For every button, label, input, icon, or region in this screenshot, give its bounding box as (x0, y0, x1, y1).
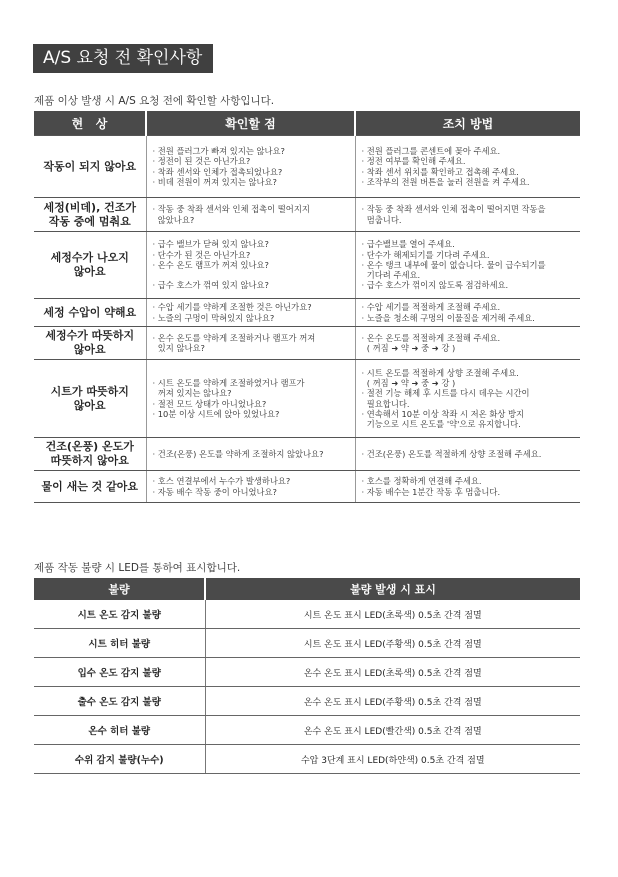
action-line: · 정전 여부를 확인해 주세요. (361, 156, 466, 167)
action-line: · 급수 호스가 꺾이지 않도록 점검하세요. (361, 280, 509, 291)
action-cell (355, 471, 580, 503)
action-line: 기능으로 시트 온도를 '약'으로 유지합니다. (361, 418, 521, 429)
action-line: · 자동 배수는 1분간 작동 후 멈춥니다. (361, 486, 501, 497)
table-row (34, 198, 580, 232)
check-cell (146, 299, 355, 327)
action-cell (355, 232, 580, 299)
led-row (34, 658, 580, 687)
check-line: · 건조(온풍) 온도를 약하게 조절하지 않았나요? (152, 448, 324, 459)
symptom-line: 작동 중에 멈춰요 (48, 214, 131, 228)
fault-cell: 입수 온도 감지 불량 (34, 658, 205, 687)
display-cell: 시트 온도 표시 LED(주황색) 0.5초 간격 점멸 (205, 629, 580, 658)
action-cell (355, 360, 580, 438)
action-line: · 급수밸브를 열어 주세요. (361, 239, 455, 250)
action-cell (355, 327, 580, 360)
display-cell: 온수 온도 표시 LED(초록색) 0.5초 간격 점멸 (205, 658, 580, 687)
check-line: · 호스 연결부에서 누수가 발생하나요? (152, 476, 291, 487)
symptom-line: 시트가 따뜻하지 (50, 384, 129, 398)
led-row (34, 629, 580, 658)
display-cell: 수압 3단계 표시 LED(하얀색) 0.5초 간격 점멸 (205, 745, 580, 774)
symptom-line: 않아요 (73, 398, 106, 412)
action-line: · 전원 플러그를 콘센트에 꽂아 주세요. (361, 146, 501, 157)
troubleshoot-header-row (34, 111, 580, 136)
check-line: · 비데 전원이 꺼져 있지는 않나요? (152, 176, 277, 187)
display-cell: 시트 온도 표시 LED(초록색) 0.5초 간격 점멸 (205, 600, 580, 629)
symptom-cell (34, 438, 146, 471)
symptom-cell (34, 327, 146, 360)
table-row (34, 299, 580, 327)
table-row (34, 327, 580, 360)
symptom-line: 세정 수압이 약해요 (43, 305, 137, 319)
symptom-line: 작동이 되지 않아요 (43, 159, 137, 173)
check-line: · 전원 플러그가 빠져 있지는 않나요? (152, 146, 285, 157)
check-line: · 착좌 센서와 인체가 접촉되었나요? (152, 166, 283, 177)
symptom-cell (34, 471, 146, 503)
check-line: · 온수 온도 램프가 꺼져 있나요? (152, 259, 269, 270)
check-line: · 시트 온도를 약하게 조절하였거나 램프가 (152, 378, 305, 389)
header-fault: 불량 (34, 578, 205, 600)
action-cell (355, 299, 580, 327)
symptom-line: 세정(비데), 건조가 (43, 200, 136, 214)
fault-cell: 온수 히터 불량 (34, 716, 205, 745)
header-action: 조치 방법 (355, 111, 580, 136)
check-line (153, 270, 351, 280)
check-line: · 노즐의 구멍이 막혀있지 않나요? (152, 312, 275, 323)
action-line: · 노즐을 청소해 구멍의 이물질을 제거해 주세요. (361, 312, 535, 323)
check-line: · 절전 모드 상태가 아니었나요? (152, 398, 267, 409)
action-line: 기다려 주세요. (361, 270, 421, 281)
led-header-row (34, 578, 580, 600)
symptom-line: 물이 새는 것 같아요 (41, 479, 138, 493)
display-cell: 온수 온도 표시 LED(주황색) 0.5초 간격 점멸 (205, 687, 580, 716)
symptom-line: 않아요 (73, 265, 106, 278)
check-cell (146, 136, 355, 198)
symptom-cell (34, 198, 146, 232)
action-line: · 호스를 정확하게 연결해 주세요. (361, 476, 482, 487)
fault-cell: 출수 온도 감지 불량 (34, 687, 205, 716)
check-line: · 단수가 된 것은 아닌가요? (152, 249, 251, 260)
table-row (34, 232, 580, 299)
check-cell (146, 232, 355, 299)
check-line: 꺼져 있지는 않나요? (152, 388, 232, 399)
action-line: 필요합니다. (361, 398, 410, 409)
led-row (34, 745, 580, 774)
symptom-cell (34, 299, 146, 327)
check-line: · 급수 호스가 꺾여 있지 않나요? (152, 280, 269, 291)
fault-cell: 수위 감지 불량(누수) (34, 745, 205, 774)
troubleshoot-table (34, 111, 580, 503)
header-display: 불량 발생 시 표시 (205, 578, 580, 600)
action-cell (355, 438, 580, 471)
check-line: · 정전이 된 것은 아닌가요? (152, 156, 251, 167)
check-cell (146, 327, 355, 360)
symptom-line: 따뜻하지 않아요 (50, 454, 129, 467)
symptom-cell (34, 136, 146, 198)
led-intro: 제품 작동 불량 시 LED를 통하여 표시합니다. (34, 562, 241, 574)
check-line: · 10분 이상 시트에 앉아 있었나요? (152, 408, 280, 419)
header-symptom: 현 상 (34, 111, 146, 136)
table-row (34, 360, 580, 438)
action-line: · 절전 기능 해제 후 시트를 다시 데우는 시간이 (361, 388, 530, 399)
check-cell (146, 198, 355, 232)
symptom-line: 건조(온풍) 온도가 (45, 440, 134, 453)
led-row (34, 687, 580, 716)
display-cell: 온수 온도 표시 LED(빨간색) 0.5초 간격 점멸 (205, 716, 580, 745)
symptom-line: 않아요 (73, 343, 106, 356)
check-cell (146, 471, 355, 503)
action-line: · 단수가 해제되기를 기다려 주세요. (361, 249, 490, 260)
action-line: ( 꺼짐 ➜ 약 ➜ 중 ➜ 강 ) (361, 378, 456, 389)
header-check: 확인할 점 (146, 111, 355, 136)
action-line: 멈춥니다. (361, 214, 402, 225)
check-cell (146, 438, 355, 471)
action-line: · 착좌 센서 위치를 확인하고 접촉해 주세요. (361, 166, 519, 177)
action-line: · 수압 세기를 적절하게 조절해 주세요. (361, 302, 501, 313)
action-line: · 연속해서 10분 이상 착좌 시 저온 화상 방지 (361, 408, 525, 419)
check-line: · 자동 배수 작동 중이 아니었나요? (152, 486, 277, 497)
fault-cell: 시트 히터 불량 (34, 629, 205, 658)
action-line: · 온수 탱크 내부에 물이 없습니다. 물이 급수되기를 (361, 259, 546, 270)
symptom-cell (34, 360, 146, 438)
check-line: · 수압 세기를 약하게 조절한 것은 아닌가요? (152, 302, 312, 313)
check-line: · 작동 중 착좌 센서와 인체 접촉이 떨어지지 (152, 204, 310, 215)
check-line: 않았나요? (152, 214, 195, 225)
action-line: · 온수 온도를 적절하게 조절해 주세요. (361, 332, 501, 343)
symptom-line: 세정수가 나오지 (50, 251, 129, 264)
action-line: ( 꺼짐 ➜ 약 ➜ 중 ➜ 강 ) (361, 343, 456, 353)
action-line: · 시트 온도를 적절하게 상향 조절해 주세요. (361, 367, 519, 378)
table-row (34, 136, 580, 198)
fault-cell: 시트 온도 감지 불량 (34, 600, 205, 629)
action-cell (355, 136, 580, 198)
action-line: · 조작부의 전원 버튼을 눌러 전원을 켜 주세요. (361, 176, 530, 187)
check-cell (146, 360, 355, 438)
led-table (34, 578, 580, 774)
check-line: 있지 않나요? (152, 343, 205, 353)
symptom-cell (34, 232, 146, 299)
led-row (34, 716, 580, 745)
table-row (34, 438, 580, 471)
action-line: · 작동 중 착좌 센서와 인체 접촉이 떨어지면 작동을 (361, 204, 546, 215)
table-row (34, 471, 580, 503)
troubleshoot-intro: 제품 이상 발생 시 A/S 요청 전에 확인할 사항입니다. (34, 95, 275, 107)
check-line: · 급수 밸브가 닫혀 있지 않나요? (152, 239, 269, 250)
led-row (34, 600, 580, 629)
check-line: · 온수 온도를 약하게 조절하거나 램프가 꺼져 (152, 332, 316, 343)
symptom-line: 세정수가 따뜻하지 (45, 329, 135, 342)
action-line: · 건조(온풍) 온도를 적절하게 상향 조절해 주세요. (361, 448, 542, 459)
action-cell (355, 198, 580, 232)
page-title: A/S 요청 전 확인사항 (33, 44, 213, 73)
